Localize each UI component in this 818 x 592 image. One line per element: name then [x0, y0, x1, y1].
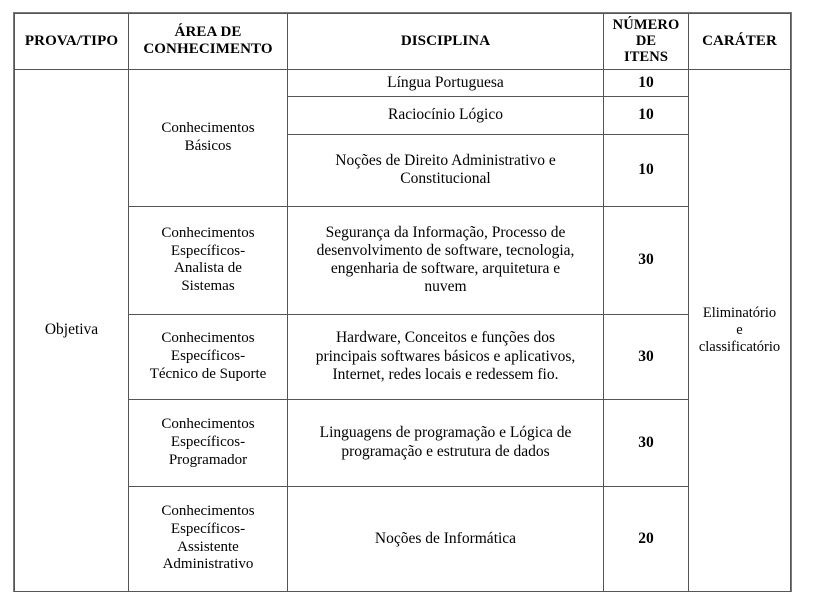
carater-line-2: e — [736, 321, 743, 338]
area-label-line-3: Técnico de Suporte — [149, 365, 267, 382]
area-label-line-2: Específicos- — [170, 521, 246, 538]
table-row — [15, 399, 791, 486]
column-header-disciplina: DISCIPLINA — [288, 14, 604, 70]
column-header-area-line-2: CONHECIMENTO — [143, 41, 273, 58]
column-header-area-line-1: ÁREA DE — [174, 23, 242, 40]
area-label-line-4: Sistemas — [181, 277, 235, 294]
disciplina-line-2: principais softwares básicos e aplicativos, — [315, 347, 576, 365]
area-label-line-1: Conhecimentos — [161, 503, 255, 520]
disciplina-line-1: Raciocínio Lógico — [388, 106, 503, 124]
cell-disciplina — [288, 206, 604, 314]
cell-area-especificos-assistente — [129, 486, 288, 591]
column-header-carater: CARÁTER — [689, 14, 791, 70]
table-row — [15, 486, 791, 591]
area-label-line-2: Básicos — [184, 137, 232, 154]
disciplina-line-1: Noções de Direito Administrativo e — [335, 151, 556, 169]
area-label-line-3: Assistente — [177, 538, 239, 555]
cell-area-conhecimentos-basicos — [129, 69, 288, 206]
header-row — [15, 14, 791, 70]
cell-area-especificos-analista — [129, 206, 288, 314]
carater-line-1: Eliminatório — [702, 304, 777, 321]
disciplina-line-1: Linguagens de programação e Lógica de — [319, 424, 572, 442]
disciplina-line-1: Noções de Informática — [374, 529, 517, 547]
disciplina-line-2: desenvolvimento de software, tecnologia, — [316, 241, 575, 259]
area-label-line-2: Específicos- — [170, 433, 246, 450]
table-row — [15, 314, 791, 399]
disciplina-line-1: Hardware, Conceitos e funções dos — [335, 329, 556, 347]
cell-numero-itens: 10 — [604, 69, 689, 96]
table-header — [15, 14, 791, 70]
area-label-line-3: Analista de — [174, 260, 242, 277]
cell-numero-itens: 30 — [604, 314, 689, 399]
area-label-line-2: Específicos- — [170, 242, 246, 259]
disciplina-line-4: nuvem — [424, 278, 467, 296]
disciplina-line-3: Internet, redes locais e redessem fio. — [332, 365, 559, 383]
disciplina-line-1: Língua Portuguesa — [387, 73, 504, 91]
column-header-area-conhecimento — [129, 14, 288, 70]
cell-disciplina — [288, 69, 604, 96]
cell-disciplina — [288, 96, 604, 134]
cell-numero-itens: 20 — [604, 486, 689, 591]
cell-numero-itens: 30 — [604, 399, 689, 486]
disciplina-line-2: programação e estrutura de dados — [341, 442, 550, 460]
table-body — [15, 69, 791, 591]
area-label-line-3: Programador — [168, 451, 248, 468]
exam-table-container — [14, 13, 790, 592]
column-header-numero-line-2: DE — [635, 33, 657, 50]
area-label-line-2: Específicos- — [170, 347, 246, 364]
cell-disciplina — [288, 399, 604, 486]
carater-line-3: classificatório — [698, 338, 781, 355]
disciplina-line-3: engenharia de software, arquitetura e — [330, 260, 561, 278]
exam-subjects-table — [14, 13, 791, 592]
area-label-line-1: Conhecimentos — [161, 330, 255, 347]
disciplina-line-1: Segurança da Informação, Processo de — [325, 223, 566, 241]
column-header-numero-line-1: NÚMERO — [612, 17, 680, 33]
cell-disciplina — [288, 486, 604, 591]
area-label-line-1: Conhecimentos — [161, 416, 255, 433]
column-header-numero-itens — [604, 14, 689, 70]
area-label-line-1: Conhecimentos — [161, 224, 255, 241]
area-label-line-4: Administrativo — [162, 556, 254, 573]
cell-numero-itens: 10 — [604, 96, 689, 134]
cell-area-especificos-tecnico — [129, 314, 288, 399]
cell-carater — [689, 69, 791, 591]
table-row — [15, 69, 791, 96]
cell-disciplina — [288, 134, 604, 206]
cell-area-especificos-programador — [129, 399, 288, 486]
column-header-numero-line-3: ITENS — [623, 49, 669, 66]
area-label-line-1: Conhecimentos — [161, 120, 255, 137]
disciplina-line-2: Constitucional — [400, 170, 491, 188]
cell-disciplina — [288, 314, 604, 399]
column-header-prova-tipo: PROVA/TIPO — [15, 14, 129, 70]
cell-numero-itens: 10 — [604, 134, 689, 206]
cell-prova-tipo: Objetiva — [15, 69, 129, 591]
cell-numero-itens: 30 — [604, 206, 689, 314]
table-row — [15, 206, 791, 314]
